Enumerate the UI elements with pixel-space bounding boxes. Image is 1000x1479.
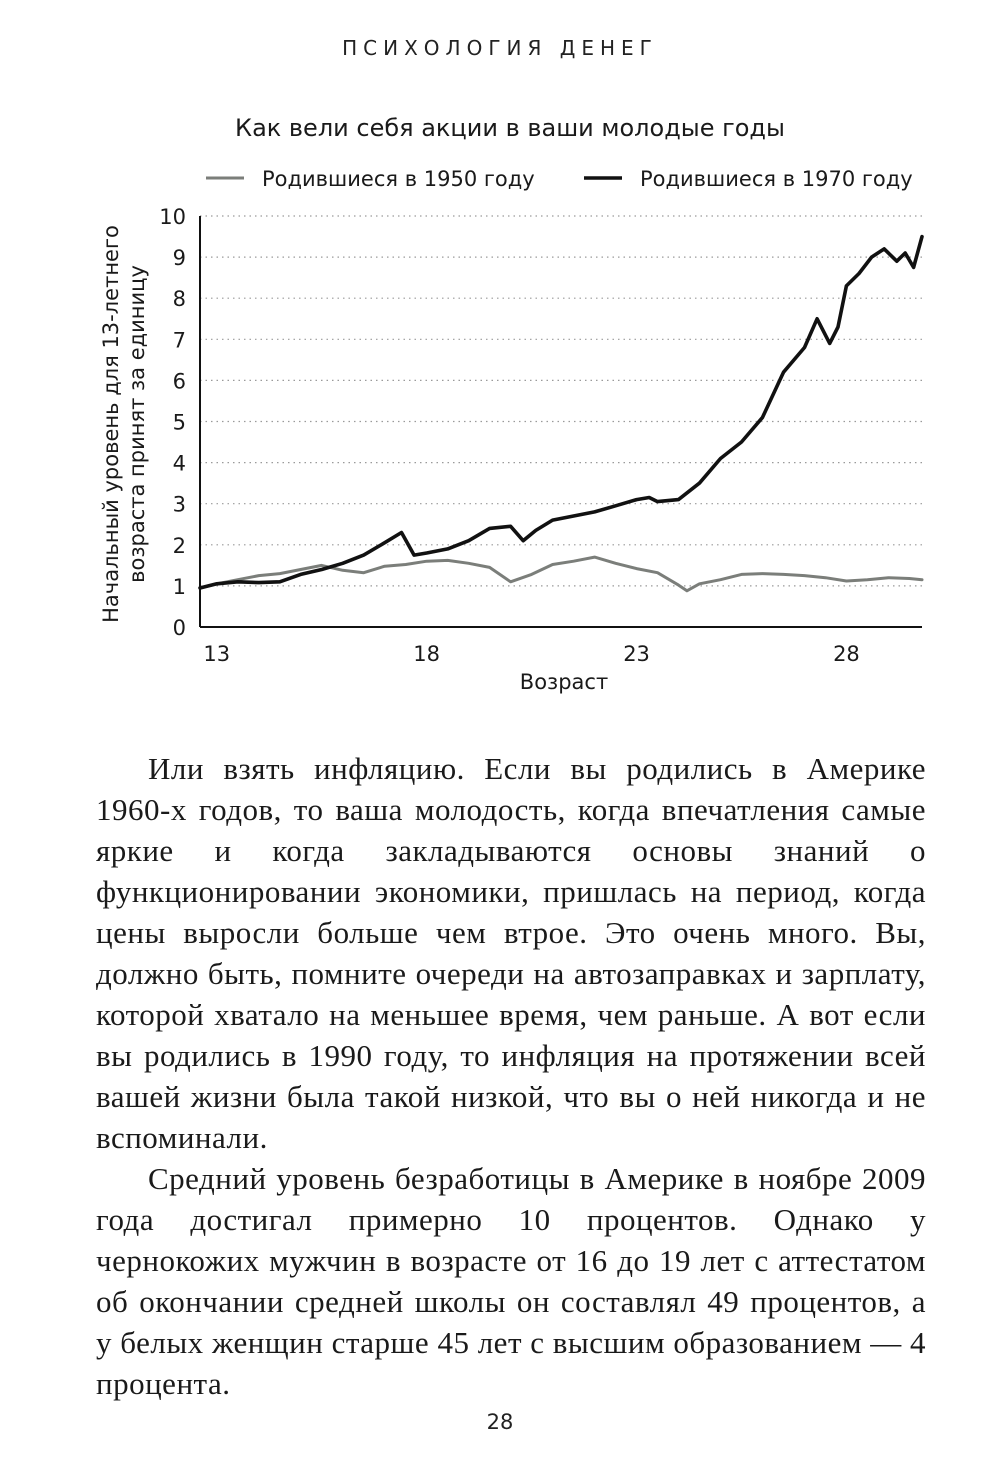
y-tick-label: 3 [172,492,186,517]
y-tick-label: 1 [172,574,186,599]
y-tick-label: 2 [172,533,186,558]
y-axis-label-line-1: Начальный уровень для 13-летнего [99,225,123,623]
x-tick-label: 28 [833,642,860,666]
x-tick-label: 23 [623,642,650,666]
x-tick-label: 13 [203,642,231,666]
legend-label-1970: Родившиеся в 1970 году [640,167,913,191]
y-axis-label-line-2: возраста принят за единицу [125,265,149,583]
legend-label-1950: Родившиеся в 1950 году [262,167,535,191]
x-axis-ticks [203,642,859,666]
series-line-1970 [200,237,922,588]
y-tick-label: 9 [172,246,186,271]
series-lines [200,237,922,591]
x-tick-label: 18 [413,642,441,666]
y-tick-label: 8 [172,287,186,312]
paragraph-unemployment: Средний уровень безработицы в Америке в ноябре 2009 года достигал примерно 10 процентов. Однако у чернокожих мужчин в возрасте от 16 до 19 лет с аттестатом об окончании средней школы он составлял 49 процентов, а у белых женщин старше 45 лет с высшим образованием — 4 процента. [96,1161,926,1401]
grid-lines [200,216,922,586]
y-tick-label: 10 [159,205,186,229]
chart-legend [206,167,913,191]
y-tick-label: 0 [172,616,186,640]
chart-title: Как вели себя акции в ваши молодые годы [235,114,785,142]
page-number: 28 [486,1410,514,1434]
body-text [96,748,926,1404]
y-tick-label: 4 [172,451,186,476]
running-header: ПСИХОЛОГИЯ ДЕНЕГ [342,36,658,60]
x-axis-label: Возраст [519,670,609,694]
stock-chart [0,0,1000,720]
y-tick-label: 7 [172,328,186,353]
y-tick-label: 6 [172,369,186,394]
y-tick-label: 5 [172,410,186,435]
chart-canvas [0,0,1000,720]
paragraph-inflation: Или взять инфляцию. Если вы родились в Америке 1960-х годов, то ваша молодость, когда впечатления самые яркие и когда закладываются основы знаний о функционировании экономики, пришлась на период, когда цены выросли больше чем втрое. Это очень много. Вы, должно быть, помните очереди на автозаправках и зарплату, которой хватало на меньшее время, чем раньше. А вот если вы родились в 1990 году, то инфляция на протяжении всей вашей жизни была такой низкой, что вы о ней никогда и не вспоминали. [96,751,926,1155]
y-axis-ticks [159,205,186,640]
